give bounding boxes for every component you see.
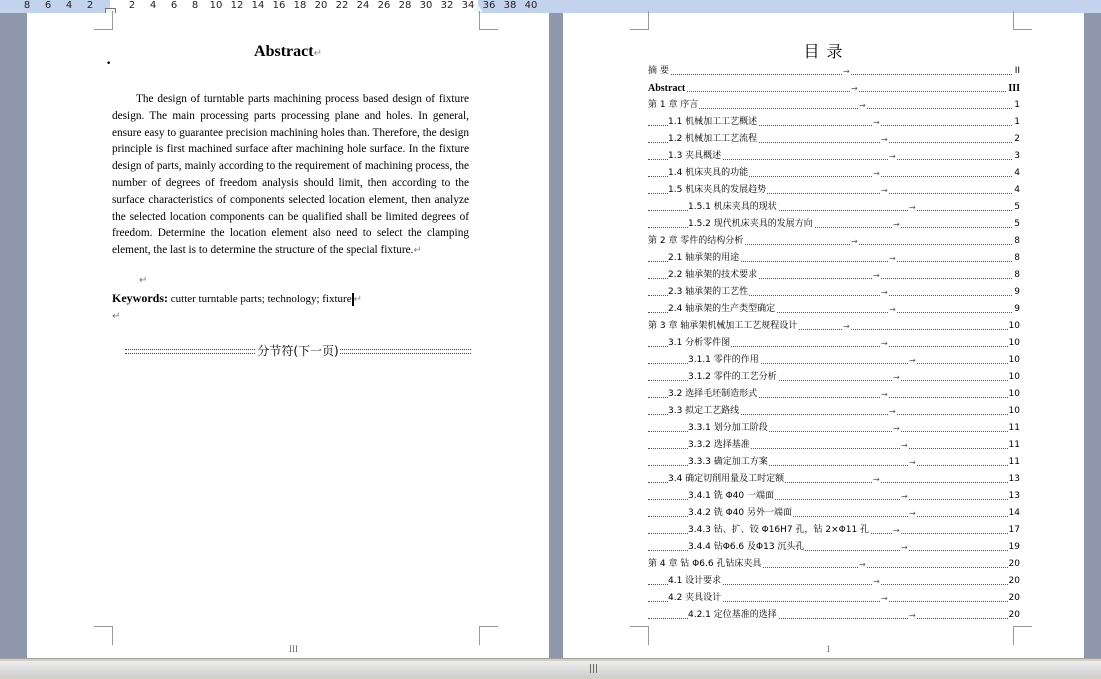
toc-entry[interactable] bbox=[648, 573, 1020, 590]
keywords-label: Keywords: bbox=[112, 291, 168, 305]
margin-corner-bottom-right bbox=[479, 626, 498, 645]
tab-arrow-icon: → bbox=[909, 454, 916, 471]
toc-entry-page[interactable]: 1 bbox=[1013, 97, 1020, 114]
toc-dot-leader bbox=[648, 108, 1012, 109]
toc-entry[interactable] bbox=[648, 488, 1020, 505]
ruler-tick-label: 20 bbox=[314, 0, 328, 11]
toc-entry-page[interactable]: 11 bbox=[1008, 437, 1020, 454]
toc-entry-text[interactable]: 摘 要 bbox=[648, 63, 670, 80]
toc-entry-text[interactable]: 3.1 分析零件图 bbox=[668, 335, 731, 352]
toc-entry[interactable] bbox=[648, 386, 1020, 403]
ruler-tick-label: 32 bbox=[440, 0, 454, 11]
toc-entry-text[interactable]: 1.5.2 现代机床夹具的发展方向 bbox=[688, 216, 814, 233]
ruler-tick-label: 2 bbox=[128, 0, 136, 11]
toc-entry-page[interactable]: 14 bbox=[1008, 505, 1020, 522]
ruler-tick-label: 34 bbox=[461, 0, 475, 11]
toc-entry[interactable] bbox=[648, 556, 1020, 573]
ruler-tick-label: 4 bbox=[149, 0, 157, 11]
toc-entry-page[interactable]: 4 bbox=[1013, 165, 1020, 182]
tab-arrow-icon: → bbox=[859, 97, 866, 114]
toc-entry-page[interactable]: 10 bbox=[1008, 403, 1020, 420]
toc-entry[interactable] bbox=[648, 454, 1020, 471]
toc-entry-text[interactable]: 2.3 轴承架的工艺性 bbox=[668, 284, 749, 301]
page-number-footer[interactable]: III bbox=[289, 644, 298, 654]
toc-entry-text[interactable]: 4.2.1 定位基准的选择 bbox=[688, 607, 778, 624]
toc-entry-text[interactable]: 3.4.2 铣 Φ40 另外一端面 bbox=[688, 505, 793, 522]
anchor-dot: · bbox=[106, 55, 112, 72]
toc-dot-leader bbox=[648, 91, 1012, 92]
toc-entry[interactable] bbox=[648, 267, 1020, 284]
section-break-next-page[interactable] bbox=[125, 343, 471, 357]
toc-entry-page[interactable]: 8 bbox=[1013, 267, 1020, 284]
toc-entry-page[interactable]: II bbox=[1014, 63, 1020, 80]
abstract-title-text[interactable]: Abstract bbox=[254, 43, 314, 60]
margin-corner-bottom-left bbox=[94, 626, 113, 645]
toc-entry-text[interactable]: 4.2 夹具设计 bbox=[668, 590, 722, 607]
ruler-tick-label: 36 bbox=[482, 0, 496, 11]
toc-entry[interactable] bbox=[648, 284, 1020, 301]
ruler-tick-label: 26 bbox=[377, 0, 391, 11]
toc-entry-page[interactable]: 13 bbox=[1008, 471, 1020, 488]
abstract-title[interactable] bbox=[27, 43, 549, 61]
toc-entry[interactable] bbox=[648, 301, 1020, 318]
keywords-text[interactable]: cutter turntable parts; technology; fixture bbox=[170, 293, 352, 305]
toc-entry-text[interactable]: 第 3 章 轴承架机械加工工艺规程设计 bbox=[648, 318, 798, 335]
tab-arrow-icon: → bbox=[889, 250, 896, 267]
ruler-tick-label: 4 bbox=[65, 0, 73, 11]
toc-entry-page[interactable]: 3 bbox=[1013, 148, 1020, 165]
toc-entry-page[interactable]: 5 bbox=[1013, 216, 1020, 233]
toc-entry-text[interactable]: 2.1 轴承架的用途 bbox=[668, 250, 740, 267]
toc-entry-page[interactable]: III bbox=[1007, 80, 1020, 97]
toc-entry[interactable] bbox=[648, 403, 1020, 420]
toc-entry-text[interactable]: 第 2 章 零件的结构分析 bbox=[648, 233, 744, 250]
toc-entry-page[interactable]: 11 bbox=[1008, 420, 1020, 437]
toc-entry[interactable] bbox=[648, 539, 1020, 556]
toc-entry-text[interactable]: 第 1 章 序言 bbox=[648, 97, 699, 114]
toc-entry-page[interactable]: 20 bbox=[1008, 590, 1020, 607]
paragraph-mark: ↵ bbox=[139, 275, 148, 286]
tab-arrow-icon: → bbox=[873, 114, 880, 131]
toc-entry-text[interactable]: 3.4.4 钻Φ6.6 及Φ13 沉头孔 bbox=[688, 539, 805, 556]
toc-entry-page[interactable]: 10 bbox=[1008, 318, 1020, 335]
toc-entry-text[interactable]: 1.5 机床夹具的发展趋势 bbox=[668, 182, 767, 199]
margin-corner-top-left bbox=[94, 11, 113, 30]
tab-arrow-icon: → bbox=[873, 267, 880, 284]
page-table-of-contents[interactable] bbox=[563, 13, 1084, 658]
toc-entry-page[interactable]: 10 bbox=[1008, 352, 1020, 369]
toc-entry-page[interactable]: 10 bbox=[1008, 335, 1020, 352]
abstract-body-text[interactable]: The design of turntable parts machining process based design of fixture design. The main processing parts processing plane and holes. In general, ensure easy to guarantee precision machining holes than. Therefore, the design principle is first machined surface after machining hole surface. In the fixture design of parts, mainly according to the requirement of machining process, the number of degrees of freedom analysis should limit, then according to the surface characteristics of components selected location element, then analyze the selected location components can be qualified shall be limited degrees of freedom. Determine the location element also need to select the clamping element, the last is to determine the structure of the special fixture. bbox=[112, 93, 469, 257]
toc-entry-text[interactable]: 1.3 夹具概述 bbox=[668, 148, 722, 165]
tab-arrow-icon: → bbox=[889, 148, 896, 165]
toc-entry-page[interactable]: 8 bbox=[1013, 233, 1020, 250]
tab-arrow-icon: → bbox=[881, 182, 888, 199]
tab-arrow-icon: → bbox=[901, 488, 908, 505]
toc-entry-text[interactable]: 3.3 拟定工艺路线 bbox=[668, 403, 740, 420]
toc-entry-page[interactable]: 17 bbox=[1008, 522, 1020, 539]
toc-entry[interactable] bbox=[648, 471, 1020, 488]
toc-entry-page[interactable]: 2 bbox=[1013, 131, 1020, 148]
ruler-tick-label: 16 bbox=[272, 0, 286, 11]
toc-dot-leader bbox=[648, 74, 1012, 75]
page-number-footer[interactable]: 1 bbox=[826, 644, 831, 654]
toc-entry[interactable] bbox=[648, 335, 1020, 352]
abstract-body[interactable] bbox=[112, 91, 469, 260]
section-break-label: 分节符(下一页) bbox=[257, 344, 339, 358]
tab-arrow-icon: → bbox=[881, 386, 888, 403]
ruler-tick-label: 38 bbox=[503, 0, 517, 11]
toc-entry-text[interactable]: 1.1 机械加工工艺概述 bbox=[668, 114, 758, 131]
toc-entry[interactable] bbox=[648, 148, 1020, 165]
tab-arrow-icon: → bbox=[889, 301, 896, 318]
tab-arrow-icon: → bbox=[901, 437, 908, 454]
tab-arrow-icon: → bbox=[909, 607, 916, 624]
tab-arrow-icon: → bbox=[851, 80, 858, 97]
toc-entry-text[interactable]: 4.1 设计要求 bbox=[668, 573, 722, 590]
margin-corner-bottom-right bbox=[1013, 626, 1032, 645]
margin-corner-top-left bbox=[630, 11, 649, 30]
toc-entry-page[interactable]: 10 bbox=[1008, 369, 1020, 386]
toc-entry-text[interactable]: 3.1.1 零件的作用 bbox=[688, 352, 760, 369]
toc-entry[interactable] bbox=[648, 80, 1020, 97]
toc-entry-text[interactable]: 第 4 章 钻 Φ6.6 孔钻床夹具 bbox=[648, 556, 762, 573]
toc-entry[interactable] bbox=[648, 63, 1020, 80]
toc-entry-text[interactable]: 1.4 机床夹具的功能 bbox=[668, 165, 749, 182]
keywords-line[interactable] bbox=[112, 291, 362, 306]
toc-entry[interactable] bbox=[648, 318, 1020, 335]
toc-entry[interactable] bbox=[648, 607, 1020, 624]
toc-entry-page[interactable]: 1 bbox=[1013, 114, 1020, 131]
toc-entry[interactable] bbox=[648, 437, 1020, 454]
ruler-tick-label: 8 bbox=[23, 0, 31, 11]
ruler-tick-label: 6 bbox=[170, 0, 178, 11]
ruler-tick-label: 12 bbox=[230, 0, 244, 11]
ruler-tick-label: 30 bbox=[419, 0, 433, 11]
toc-entry-page[interactable]: 20 bbox=[1008, 556, 1020, 573]
tab-arrow-icon: → bbox=[859, 556, 866, 573]
tab-arrow-icon: → bbox=[843, 63, 850, 80]
toc-entry[interactable] bbox=[648, 352, 1020, 369]
ruler-tick-label: 10 bbox=[209, 0, 223, 11]
toc-entry-page[interactable]: 20 bbox=[1008, 607, 1020, 624]
tab-arrow-icon: → bbox=[873, 573, 880, 590]
toc-entry-page[interactable]: 9 bbox=[1013, 284, 1020, 301]
tab-arrow-icon: → bbox=[893, 420, 900, 437]
toc-entry-page[interactable]: 20 bbox=[1008, 573, 1020, 590]
toc-entry[interactable] bbox=[648, 590, 1020, 607]
page-abstract[interactable] bbox=[27, 13, 549, 658]
toc-entry-text[interactable]: Abstract bbox=[648, 80, 686, 97]
tab-arrow-icon: → bbox=[873, 471, 880, 488]
tab-arrow-icon: → bbox=[893, 369, 900, 386]
paragraph-mark: ↵ bbox=[313, 48, 322, 59]
toc-entry-page[interactable]: 13 bbox=[1008, 488, 1020, 505]
tab-arrow-icon: → bbox=[901, 539, 908, 556]
toc-entry-text[interactable]: 1.2 机械加工工艺流程 bbox=[668, 131, 758, 148]
tab-arrow-icon: → bbox=[881, 284, 888, 301]
ruler-tick-label: 8 bbox=[191, 0, 199, 11]
toc-entry-text[interactable]: 3.3.2 选择基准 bbox=[688, 437, 751, 454]
toc-entry[interactable] bbox=[648, 505, 1020, 522]
toc-entry-text[interactable]: 3.4.1 铣 Φ40 一端面 bbox=[688, 488, 775, 505]
margin-corner-top-right bbox=[1013, 11, 1032, 30]
paragraph-mark: ↵ bbox=[413, 245, 422, 257]
horizontal-scrollbar-area[interactable] bbox=[0, 658, 1101, 679]
toc-entry-text[interactable]: 1.5.1 机床夹具的现状 bbox=[688, 199, 778, 216]
tab-arrow-icon: → bbox=[851, 233, 858, 250]
tab-arrow-icon: → bbox=[909, 505, 916, 522]
toc-entry[interactable] bbox=[648, 97, 1020, 114]
toc-entry-page[interactable]: 19 bbox=[1008, 539, 1020, 556]
horizontal-scrollbar[interactable] bbox=[0, 661, 1101, 677]
toc-entry[interactable] bbox=[648, 420, 1020, 437]
toc-entry[interactable] bbox=[648, 216, 1020, 233]
tab-arrow-icon: → bbox=[893, 522, 900, 539]
toc-entry-text[interactable]: 3.4 确定切削用量及工时定额 bbox=[668, 471, 785, 488]
ruler-tick-label: 40 bbox=[524, 0, 538, 11]
toc-title[interactable]: 目 录 bbox=[803, 42, 844, 61]
toc-entry-page[interactable]: 4 bbox=[1013, 182, 1020, 199]
tab-arrow-icon: → bbox=[909, 352, 916, 369]
tab-arrow-icon: → bbox=[881, 335, 888, 352]
ruler-tick-label: 18 bbox=[293, 0, 307, 11]
paragraph-mark: ↵ bbox=[112, 311, 121, 322]
toc-entry[interactable] bbox=[648, 114, 1020, 131]
tab-arrow-icon: → bbox=[881, 590, 888, 607]
toc-entry-text[interactable]: 3.2 选择毛坯制造形式 bbox=[668, 386, 758, 403]
toc-entry[interactable] bbox=[648, 522, 1020, 539]
tab-arrow-icon: → bbox=[843, 318, 850, 335]
ruler-tick-label: 28 bbox=[398, 0, 412, 11]
toc-entry-page[interactable]: 11 bbox=[1008, 454, 1020, 471]
toc-entry-text[interactable]: 2.4 轴承架的生产类型确定 bbox=[668, 301, 776, 318]
tab-arrow-icon: → bbox=[873, 165, 880, 182]
ruler-tick-label: 24 bbox=[356, 0, 370, 11]
ruler-tick-label: 14 bbox=[251, 0, 265, 11]
margin-corner-top-right bbox=[479, 11, 498, 30]
tab-arrow-icon: → bbox=[889, 403, 896, 420]
toc-entry-page[interactable]: 10 bbox=[1008, 386, 1020, 403]
horizontal-ruler[interactable] bbox=[0, 0, 1101, 13]
paragraph-mark: ↵ bbox=[353, 294, 362, 305]
ruler-tick-label: 22 bbox=[335, 0, 349, 11]
toc-entry-page[interactable]: 9 bbox=[1013, 301, 1020, 318]
tab-arrow-icon: → bbox=[893, 216, 900, 233]
toc-entry[interactable] bbox=[648, 165, 1020, 182]
toc-entry-text[interactable]: 3.3.1 划分加工阶段 bbox=[688, 420, 769, 437]
ruler-tick-label: 2 bbox=[86, 0, 94, 11]
toc-entry-text[interactable]: 3.4.3 钻、扩、铰 Φ16H7 孔，钻 2×Φ11 孔 bbox=[688, 522, 870, 539]
ruler-tick-label: 6 bbox=[44, 0, 52, 11]
tab-arrow-icon: → bbox=[881, 131, 888, 148]
margin-corner-bottom-left bbox=[630, 626, 649, 645]
toc-entry-text[interactable]: 2.2 轴承架的技术要求 bbox=[668, 267, 758, 284]
toc-entry[interactable] bbox=[648, 250, 1020, 267]
toc-entry[interactable] bbox=[648, 199, 1020, 216]
scroll-grip-icon[interactable]: ||| bbox=[589, 664, 599, 674]
toc-entry-page[interactable]: 8 bbox=[1013, 250, 1020, 267]
toc-entry-text[interactable]: 3.1.2 零件的工艺分析 bbox=[688, 369, 778, 386]
toc-entry-page[interactable]: 5 bbox=[1013, 199, 1020, 216]
tab-arrow-icon: → bbox=[909, 199, 916, 216]
toc-entry[interactable] bbox=[648, 131, 1020, 148]
toc-entry[interactable] bbox=[648, 233, 1020, 250]
toc-entry-text[interactable]: 3.3.3 确定加工方案 bbox=[688, 454, 769, 471]
toc-entry[interactable] bbox=[648, 369, 1020, 386]
toc-entry[interactable] bbox=[648, 182, 1020, 199]
